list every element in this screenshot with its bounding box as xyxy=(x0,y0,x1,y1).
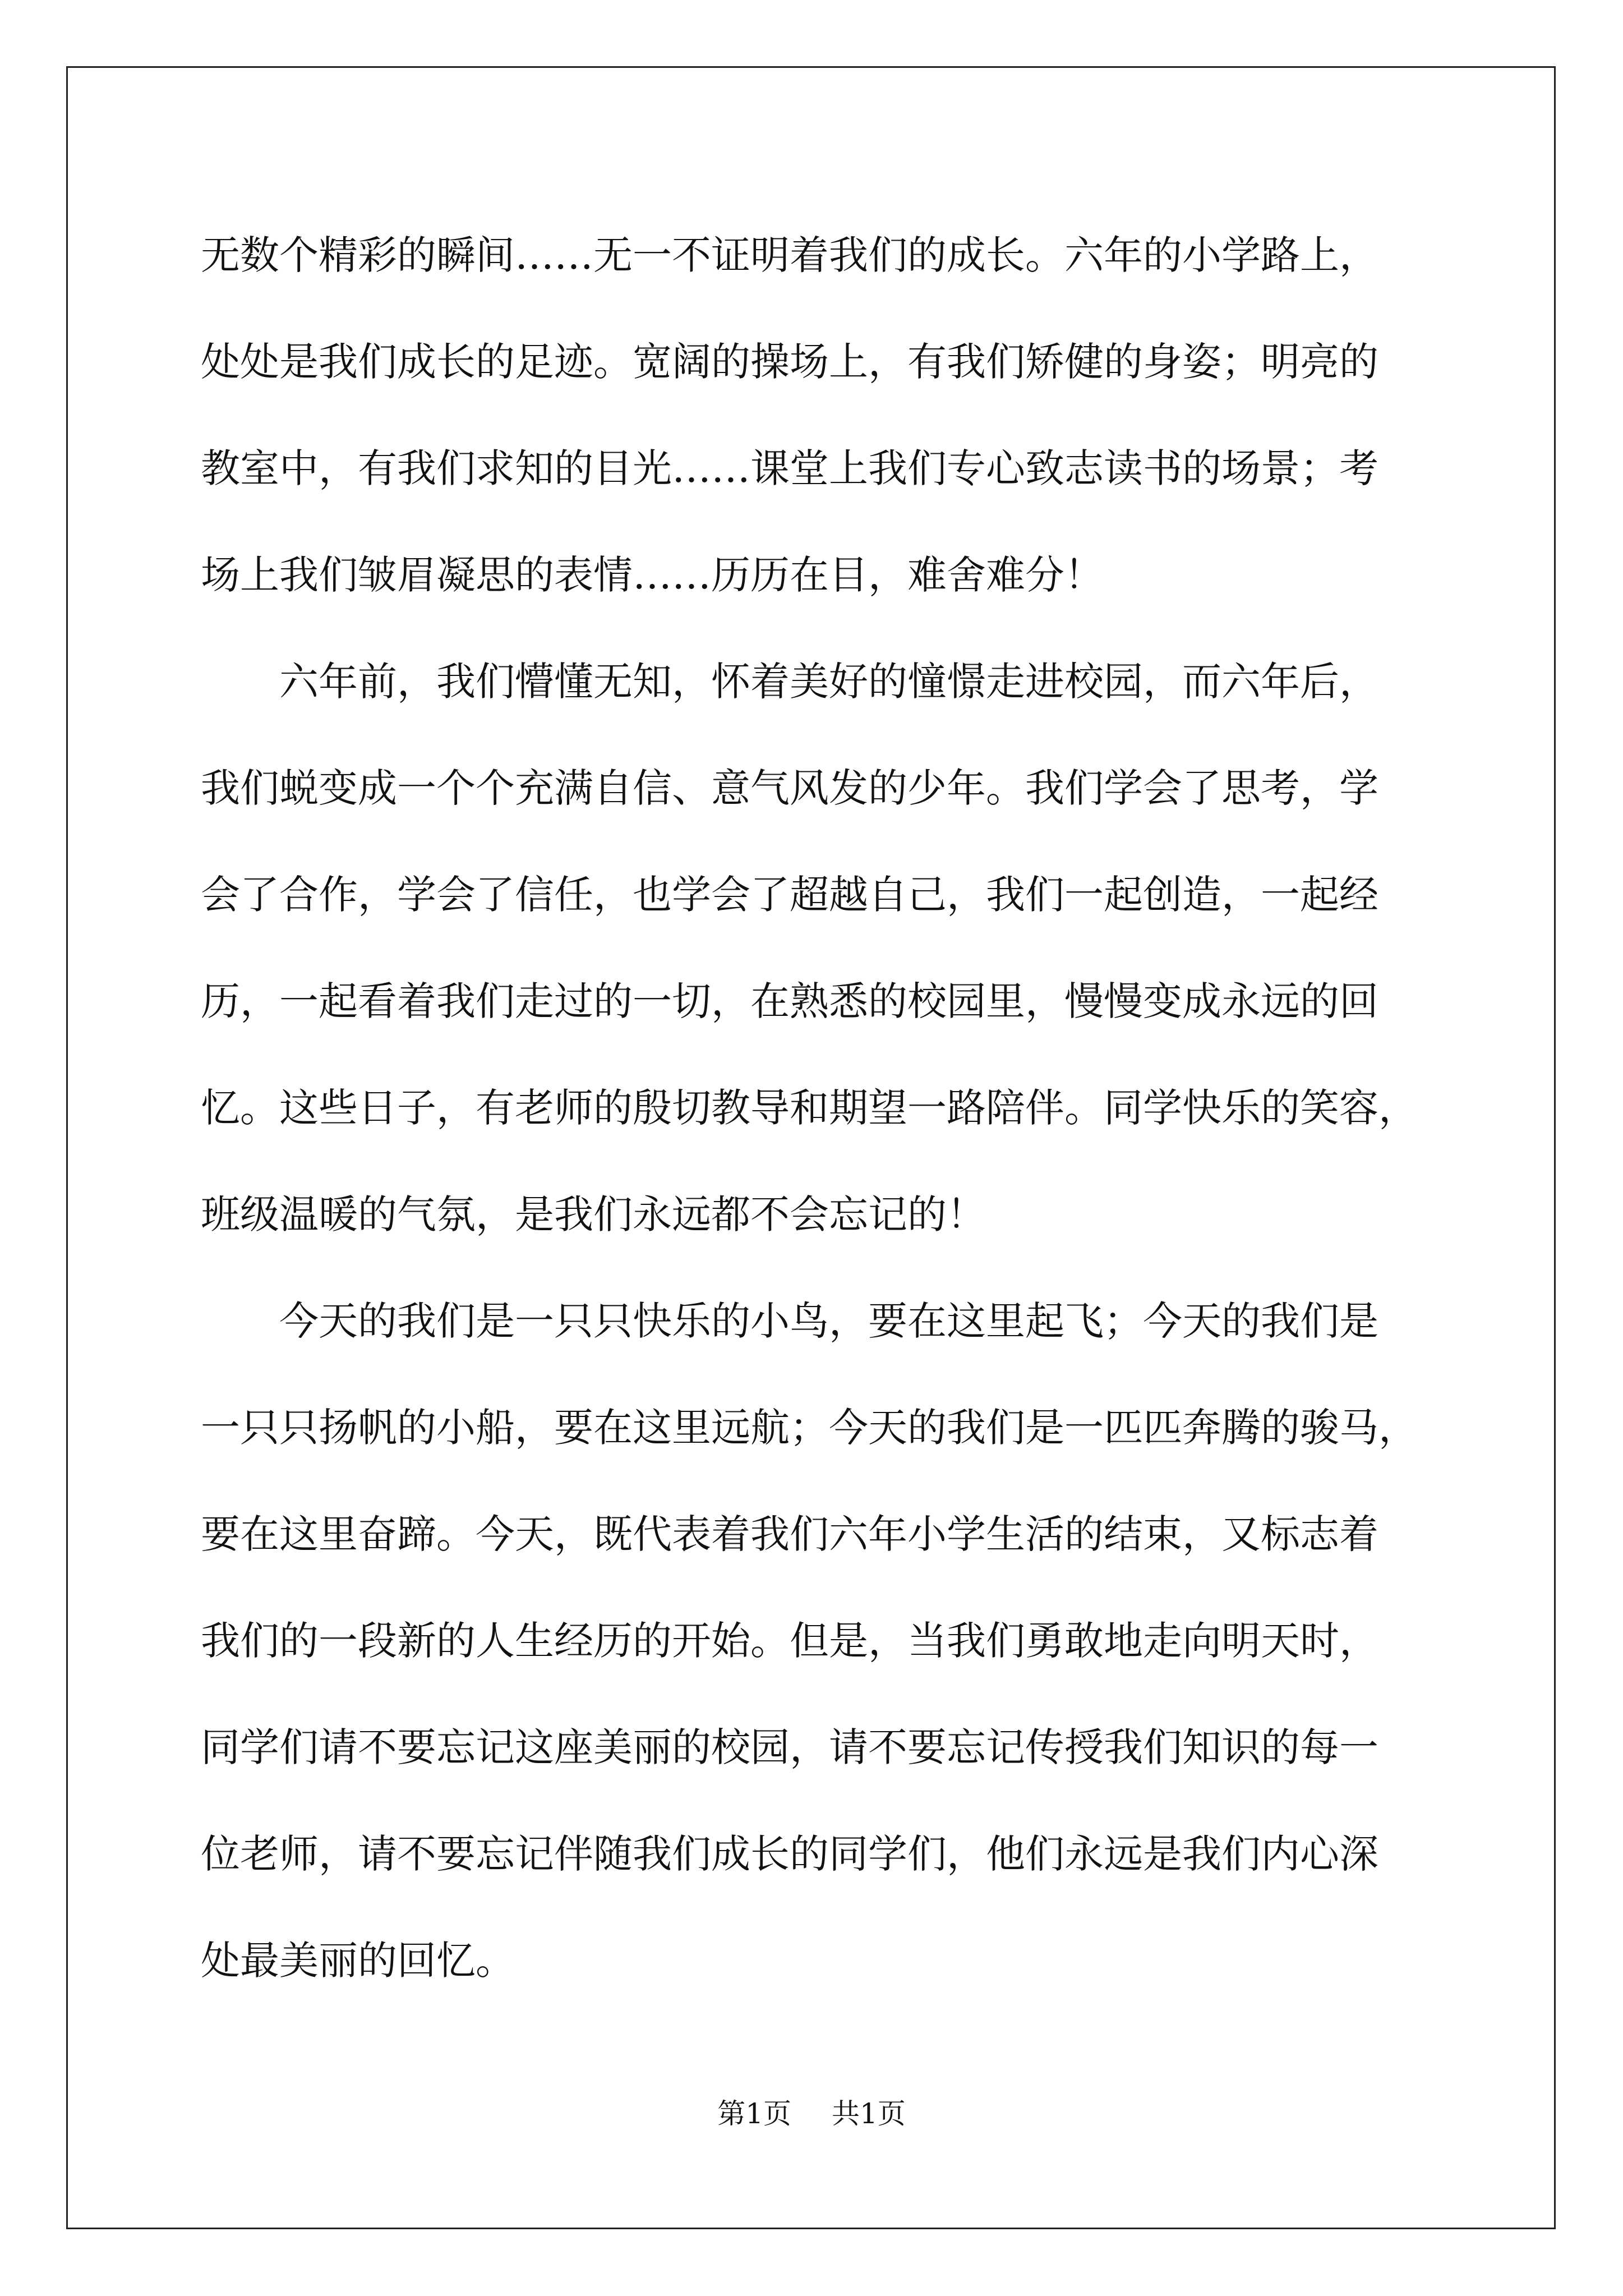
text-line: 我们蜕变成一个个充满自信、意气风发的少年。我们学会了思考，学 xyxy=(201,765,1378,811)
paragraph-3 xyxy=(201,1268,1435,2014)
text-line: 教室中，有我们求知的目光……课堂上我们专心致志读书的场景；考 xyxy=(201,445,1378,491)
text-line: 一只只扬帆的小船，要在这里远航；今天的我们是一匹匹奔腾的骏马， xyxy=(201,1405,1418,1451)
page-number-current: 第1页 xyxy=(717,2097,792,2130)
text-line: 处最美丽的回忆。 xyxy=(201,1938,515,1984)
text-line: 要在这里奋蹄。今天，既代表着我们六年小学生活的结束，又标志着 xyxy=(201,1511,1378,1557)
page-number-total: 共1页 xyxy=(831,2097,906,2130)
text-line: 班级温暖的气氛，是我们永远都不会忘记的！ xyxy=(201,1191,986,1237)
text-line: 今天的我们是一只只快乐的小鸟，要在这里起飞；今天的我们是 xyxy=(279,1298,1378,1344)
text-line: 我们的一段新的人生经历的开始。但是，当我们勇敢地走向明天时， xyxy=(201,1618,1378,1664)
text-line: 位老师，请不要忘记伴随我们成长的同学们，他们永远是我们内心深 xyxy=(201,1831,1378,1877)
text-line: 同学们请不要忘记这座美丽的校园，请不要忘记传授我们知识的每一 xyxy=(201,1724,1378,1770)
text-line: 忆。这些日子，有老师的殷切教导和期望一路陪伴。同学快乐的笑容， xyxy=(201,1085,1418,1131)
text-line: 场上我们皱眉凝思的表情……历历在目，难舍难分！ xyxy=(201,552,1104,598)
text-line: 会了合作，学会了信任，也学会了超越自己，我们一起创造，一起经 xyxy=(201,872,1378,918)
text-line: 历，一起看着我们走过的一切，在熟悉的校园里，慢慢变成永远的回 xyxy=(201,978,1378,1024)
page-footer xyxy=(0,2097,1623,2131)
document-body xyxy=(201,202,1435,2014)
text-line: 无数个精彩的瞬间……无一不证明着我们的成长。六年的小学路上， xyxy=(201,232,1378,278)
text-line: 六年前，我们懵懂无知，怀着美好的憧憬走进校园，而六年后， xyxy=(279,659,1378,705)
text-line: 处处是我们成长的足迹。宽阔的操场上，有我们矫健的身姿；明亮的 xyxy=(201,339,1378,385)
paragraph-2 xyxy=(201,628,1435,1268)
paragraph-1 xyxy=(201,202,1435,628)
